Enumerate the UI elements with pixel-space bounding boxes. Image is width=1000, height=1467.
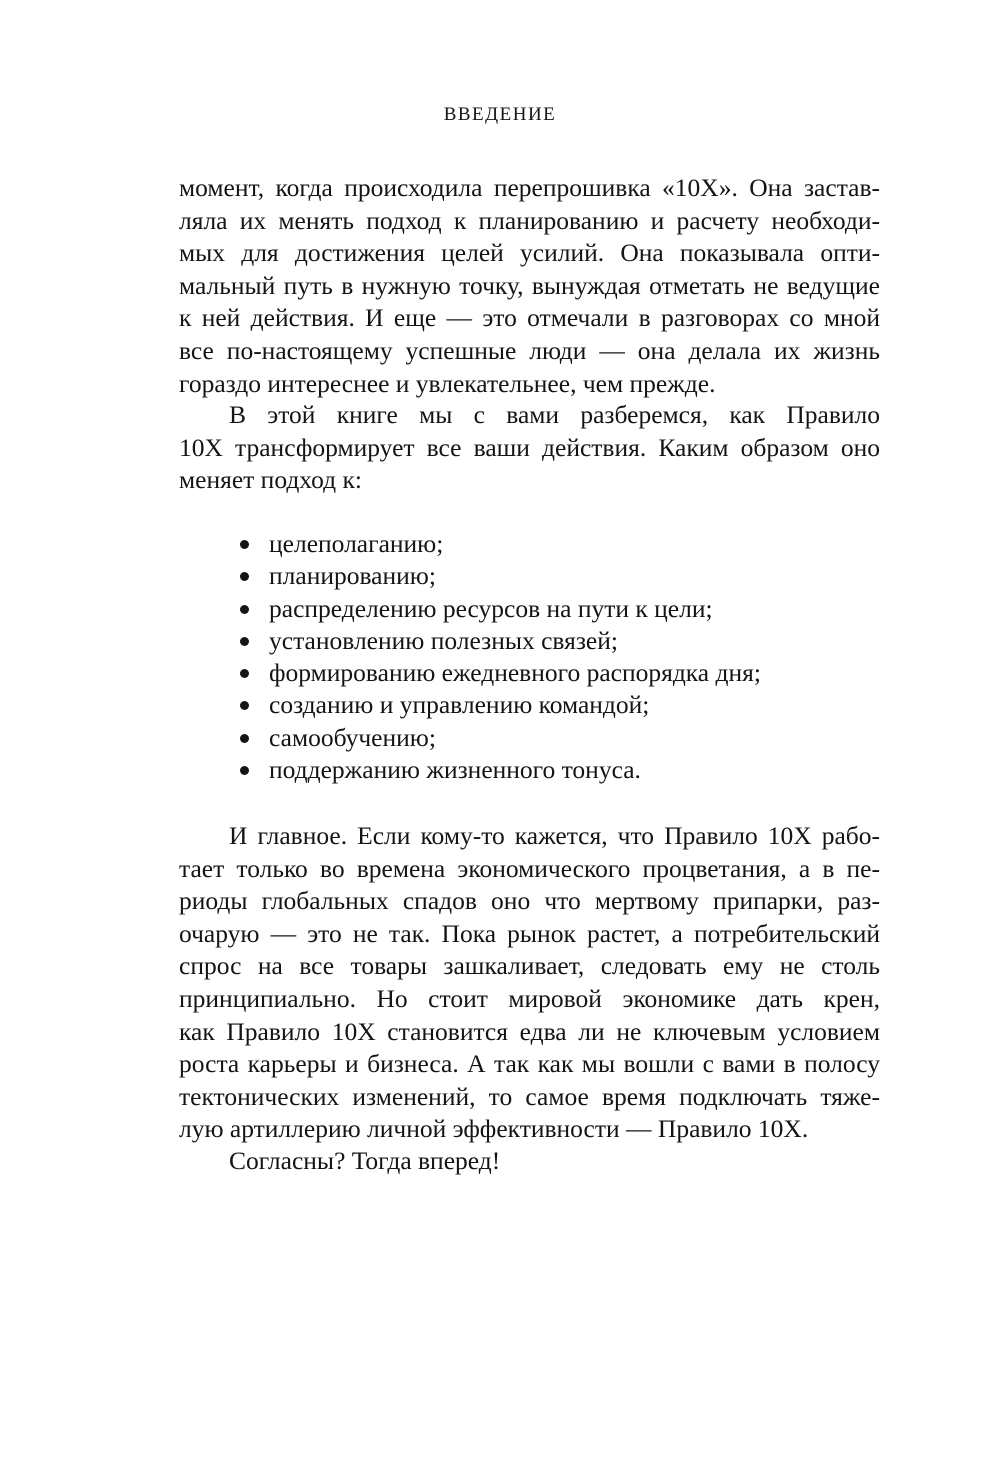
text-line: гораздо интереснее и увлекательнее, чем прежде. bbox=[179, 368, 716, 398]
list-item-text: самообучению; bbox=[269, 722, 436, 752]
text-line: Согласны? Тогда вперед! bbox=[229, 1146, 501, 1175]
list-item-text: распределению ресурсов на пути к цели; bbox=[269, 593, 713, 623]
list-item-text: созданию и управлению командой; bbox=[269, 690, 650, 720]
bullet-icon bbox=[240, 605, 249, 614]
bullet-icon bbox=[240, 734, 249, 743]
text-line: И главное. Если кому-то кажется, что Правило 10X рабо- bbox=[229, 821, 880, 850]
bullet-icon bbox=[240, 637, 249, 646]
paragraph-closing bbox=[179, 1145, 880, 1178]
bullet-icon bbox=[240, 669, 249, 678]
list-item bbox=[240, 625, 761, 657]
text-line: ляла их менять подход к планированию и расчету необходи- bbox=[179, 205, 880, 235]
list-item-text: планированию; bbox=[269, 561, 436, 591]
text-line: к ней действия. И еще — это отмечали в разговорах со мной bbox=[179, 303, 880, 333]
text-line: момент, когда происходила перепрошивка «10X». Она застав- bbox=[179, 173, 880, 202]
text-line: как Правило 10X становится едва ли не ключевым условием bbox=[179, 1016, 880, 1046]
paragraph-continuation bbox=[179, 172, 880, 400]
text-line: все по-настоящему успешные люди — она делала их жизнь bbox=[179, 335, 880, 365]
text-line: В этой книге мы с вами разберемся, как Правило bbox=[229, 400, 880, 429]
list-item bbox=[240, 593, 761, 625]
list-item bbox=[240, 560, 761, 592]
list-item-text: установлению полезных связей; bbox=[269, 625, 618, 655]
bullet-icon bbox=[240, 701, 249, 710]
text-line: очарую — это не так. Пока рынок растет, а потребительский bbox=[179, 918, 880, 948]
text-line: мальный путь в нужную точку, вынуждая отметать не ведущие bbox=[179, 270, 880, 300]
bullet-icon bbox=[240, 572, 249, 581]
bullet-icon bbox=[240, 766, 249, 775]
list-item bbox=[240, 657, 761, 689]
list-item bbox=[240, 689, 761, 721]
list-item-text: целеполаганию; bbox=[269, 529, 444, 558]
list-item bbox=[240, 528, 761, 560]
list-item-text: поддержанию жизненного тонуса. bbox=[269, 755, 641, 785]
text-line: 10X трансформирует все ваши действия. Каким образом оно bbox=[179, 432, 880, 462]
paragraph-intro-list bbox=[179, 399, 880, 497]
list-item bbox=[240, 722, 761, 754]
text-line: спрос на все товары зашкаливает, следовать ему не столь bbox=[179, 951, 880, 981]
bullet-list bbox=[240, 528, 761, 786]
text-line: тает только во времена экономического процветания, а в пе- bbox=[179, 853, 880, 883]
text-line: риоды глобальных спадов оно что мертвому припарки, раз- bbox=[179, 886, 880, 916]
list-item-text: формированию ежедневного распорядка дня; bbox=[269, 658, 761, 688]
text-line: роста карьеры и бизнеса. А так как мы вошли с вами в полосу bbox=[179, 1049, 880, 1079]
running-header: ВВЕДЕНИЕ bbox=[443, 104, 557, 125]
text-line: тектонических изменений, то самое время подключать тяже- bbox=[179, 1081, 880, 1111]
list-item bbox=[240, 754, 761, 786]
bullet-icon bbox=[240, 540, 249, 549]
text-line: мых для достижения целей усилий. Она показывала опти- bbox=[179, 238, 880, 268]
paragraph-main bbox=[179, 820, 880, 1146]
text-line: принципиально. Но стоит мировой экономике дать крен, bbox=[179, 983, 880, 1013]
text-line: меняет подход к: bbox=[179, 465, 362, 495]
text-line: лую артиллерию личной эффективности — Правило 10X. bbox=[179, 1114, 809, 1144]
